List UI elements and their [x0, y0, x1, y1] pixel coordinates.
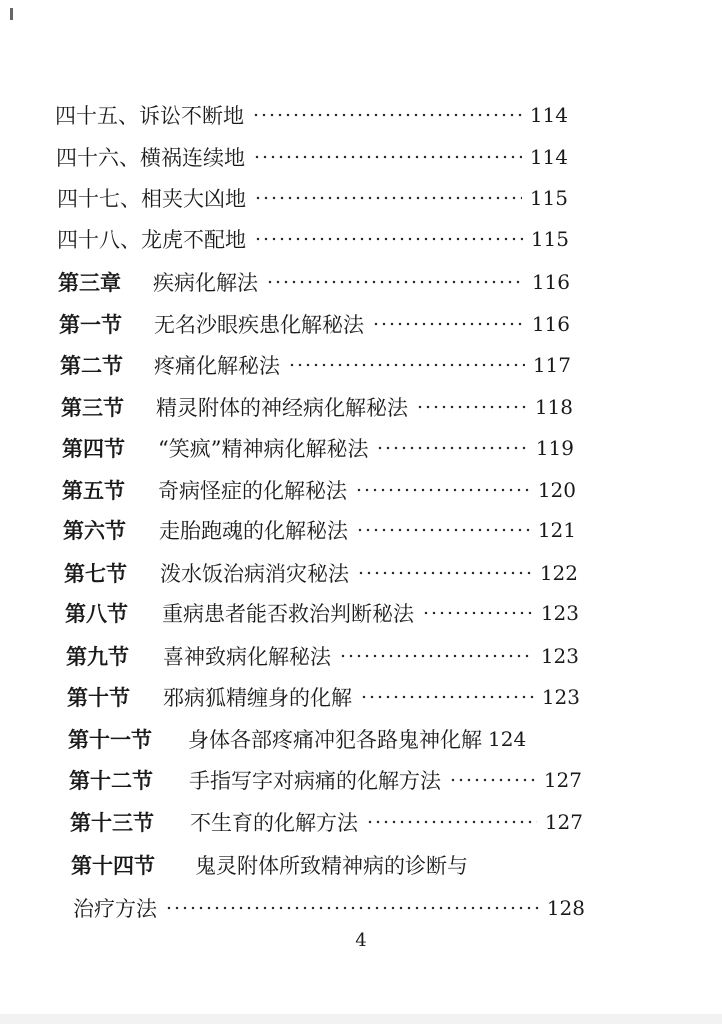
dot-leader: [357, 571, 532, 575]
toc-entry: [55, 100, 568, 130]
dot-leader: [165, 906, 539, 910]
toc-entry-title: 治疗方法: [73, 897, 157, 921]
dot-leader: [253, 155, 522, 159]
toc-entry-label: 第四节: [62, 436, 125, 461]
toc-entry-page: 120: [537, 478, 576, 502]
scan-corner-mark: [10, 8, 13, 20]
toc-chapter: [58, 267, 570, 297]
toc-entry-label: 第十二节: [69, 768, 153, 793]
toc-entry-label: 第一节: [59, 312, 122, 337]
toc-entry: [70, 807, 583, 837]
dot-leader: [252, 113, 522, 117]
toc-entry-label: 第七节: [64, 561, 127, 586]
toc-entry-page: 127: [544, 810, 583, 834]
toc-entry-page: 119: [535, 436, 574, 460]
toc-entry-title: 泼水饭治病消灾秘法: [160, 562, 349, 586]
toc-entry-title: 鬼灵附体所致精神病的诊断与: [195, 854, 468, 878]
toc-entry-page: 114: [529, 103, 568, 127]
page-number: 4: [355, 930, 367, 951]
toc-entry: [61, 392, 573, 422]
toc-entry-title: 不生育的化解方法: [190, 811, 358, 835]
toc-entry-title: 手指写字对病痛的化解方法: [189, 769, 441, 793]
dot-leader: [266, 280, 524, 284]
toc-entry-title: 无名沙眼疾患化解秘法: [154, 313, 364, 337]
dot-leader: [254, 237, 523, 241]
toc-entry-page: 123: [540, 601, 579, 625]
toc-entry-label: 第十三节: [70, 810, 154, 835]
toc-entry: [56, 142, 568, 172]
toc-entry-page: 115: [529, 186, 568, 210]
toc-entry-label: 第十四节: [71, 853, 155, 878]
dot-leader: [339, 654, 533, 658]
toc-entry-title: 喜神致病化解秘法: [163, 645, 331, 669]
toc-entry-page: 121: [537, 518, 576, 542]
dot-leader: [422, 611, 533, 615]
toc-entry-page: 124: [488, 727, 527, 751]
toc-entry: [59, 309, 570, 339]
toc-entry-title: 疾病化解法: [153, 271, 258, 295]
toc-entry-title: 奇病怪症的化解秘法: [158, 479, 347, 503]
toc-entry-page: 116: [531, 270, 570, 294]
dot-leader: [356, 528, 530, 532]
toc-entry-continuation: [73, 893, 585, 923]
toc-entry-page: 116: [531, 312, 570, 336]
dot-leader: [254, 196, 522, 200]
toc-entry-title: 重病患者能否救治判断秘法: [162, 602, 414, 626]
toc-entry-label: 第九节: [66, 644, 129, 669]
toc-entry-label: 第三章: [58, 270, 121, 295]
toc-entry-page: 115: [530, 227, 569, 251]
toc-entry: [60, 350, 571, 380]
scan-bottom-edge: [0, 1014, 722, 1024]
toc-entry-title: 邪病狐精缠身的化解: [163, 686, 352, 710]
toc-entry-page: 128: [546, 896, 585, 920]
toc-entry-title: 疼痛化解秘法: [154, 354, 280, 378]
dot-leader: [360, 695, 534, 699]
toc-entry: [64, 558, 578, 588]
toc-entry-label: 第五节: [62, 478, 125, 503]
toc-entry: [62, 475, 576, 505]
toc-entry-page: 114: [529, 145, 568, 169]
toc-entry: [65, 598, 579, 628]
toc-entry-label: 第十节: [67, 685, 130, 710]
toc-entry: [63, 515, 576, 545]
toc-entry-label: 第八节: [65, 601, 128, 626]
dot-leader: [372, 322, 524, 326]
toc-entry-label: 第十一节: [68, 727, 152, 752]
toc-entry-title: “笑疯”精神病化解秘法: [158, 437, 369, 461]
toc-entry-title: 四十七、相夹大凶地: [57, 187, 246, 211]
toc-entry-label: 第二节: [60, 353, 123, 378]
dot-leader: [288, 363, 525, 367]
toc-entry-title: 走胎跑魂的化解秘法: [159, 519, 348, 543]
toc-entry-label: 第三节: [61, 395, 124, 420]
dot-leader: [355, 488, 530, 492]
toc-entry: [68, 724, 571, 754]
toc-entry-title: 身体各部疼痛冲犯各路鬼神化解: [188, 728, 482, 752]
toc-entry-label: 第六节: [63, 518, 126, 543]
toc-entry-page: 123: [540, 644, 579, 668]
toc-entry-page: 118: [534, 395, 573, 419]
toc-entry-page: 117: [532, 353, 571, 377]
toc-entry: [67, 682, 580, 712]
toc-entry-title: 四十八、龙虎不配地: [57, 228, 246, 252]
toc-entry: [57, 183, 568, 213]
dot-leader: [449, 778, 536, 782]
dot-leader: [376, 446, 527, 450]
toc-entry: [57, 224, 569, 254]
toc-entry: [66, 641, 579, 671]
dot-leader: [416, 405, 527, 409]
toc-entry: [71, 850, 551, 880]
toc-entry: [69, 765, 582, 795]
dot-leader: [366, 820, 537, 824]
toc-entry-page: 127: [543, 768, 582, 792]
toc-entry-title: 四十五、诉讼不断地: [55, 104, 244, 128]
toc-entry-title: 精灵附体的神经病化解秘法: [156, 396, 408, 420]
toc-entry-page: 122: [539, 561, 578, 585]
toc-entry-page: 123: [541, 685, 580, 709]
toc-entry: [62, 433, 574, 463]
toc-entry-title: 四十六、横祸连续地: [56, 146, 245, 170]
